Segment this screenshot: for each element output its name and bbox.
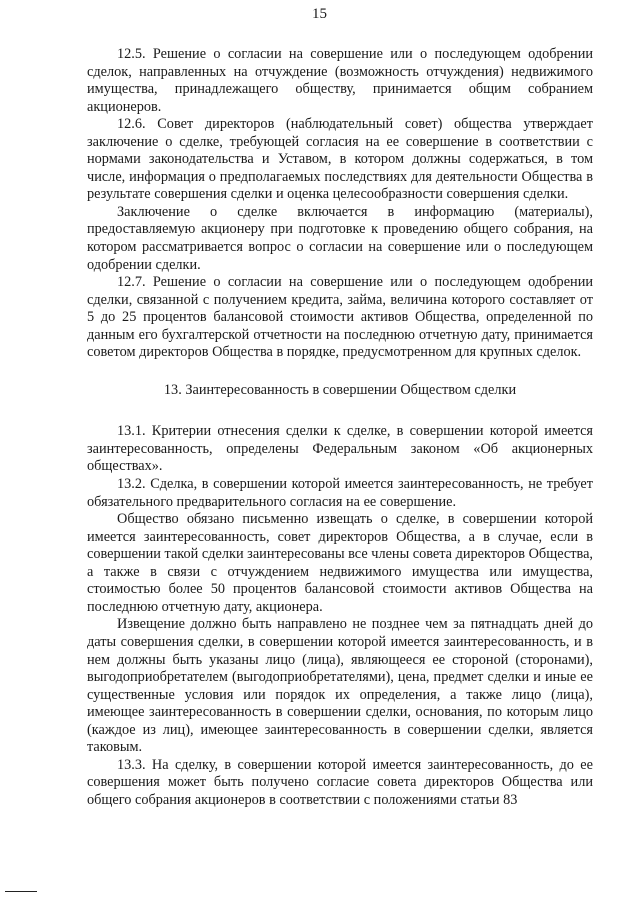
paragraph-12-7: 12.7. Решение о согласии на совершение или о последующем одобрении сделки, связанной с получением кредита, займа, величина которого составляет от 5 до 25 процентов балансовой стоимости активов Общества, определенной по данным его бухгалтерской отчетности на последнюю отчетную дату, принимается советом директоров Общества в порядке, предусмотренном для крупных сделок.	[87, 274, 593, 361]
paragraph-12-5: 12.5. Решение о согласии на совершение или о последующем одобрении сделок, направленных на отчуждение (возможность отчуждения) недвижимого имущества, принадлежащего обществу, принимается общим собранием акционеров.	[87, 46, 593, 115]
paragraph-13-1: 13.1. Критерии отнесения сделки к сделке, в совершении которой имеется заинтересованность, определены Федеральным законом «Об акционерных обществах».	[87, 423, 593, 475]
paragraph-13-3: 13.3. На сделку, в совершении которой имеется заинтересованность, до ее совершения может быть получено согласие совета директоров Общества или общего собрания акционеров в соответствии с положениями статьи 83	[87, 756, 593, 808]
footer-divider	[5, 891, 37, 892]
paragraph-12-6: 12.6. Совет директоров (наблюдательный совет) общества утверждает заключение о сделке, требующей согласия на ее совершение в соответствии с нормами законодательства и Уставом, в котором должны содержаться, в том числе, информация о предполагаемых последствиях для деятельности Общества в результате совершения сделки и оценка целесообразности совершения сделки.	[87, 116, 593, 203]
paragraph-notification-content: Извещение должно быть направлено не позднее чем за пятнадцать дней до даты совершения сделки, в совершении которой имеется заинтересованность, и в нем должны быть указаны лицо (лица), являющееся ее стороной (сторонами), выгодоприобретателем (выгодоприобретателями), цена, предмет сделки и иные ее существенные условия или порядок их определения, а также лицо (лица), имеющее заинтересованность в совершении сделки, основания, по которым лицо (каждое из лиц), имеющее заинтересованность в совершении сделки, является таковым.	[87, 616, 593, 756]
section-heading: 13. Заинтересованность в совершении Обществом сделки	[163, 381, 517, 398]
paragraph-conclusion: Заключение о сделке включается в информацию (материалы), предоставляемую акционеру при подготовке к проведению общего собрания, на котором рассматривается вопрос о согласии на совершение или о последующем одобрении сделки.	[87, 203, 593, 273]
paragraph-notification-duty: Общество обязано письменно извещать о сделке, в совершении которой имеется заинтересованность, совет директоров Общества, а в случае, если в совершении такой сделки заинтересованы все члены совета директоров Общества, а также в связи с отчуждением недвижимого имущества или имущества, стоимостью более 50 процентов балансовой стоимости активов Общества на последнюю отчетную дату, акционера.	[87, 511, 593, 615]
paragraph-13-2: 13.2. Сделка, в совершении которой имеется заинтересованность, не требует обязательного предварительного согласия на ее совершение.	[87, 476, 593, 510]
document-body	[87, 46, 593, 809]
page-number: 15	[312, 6, 327, 22]
